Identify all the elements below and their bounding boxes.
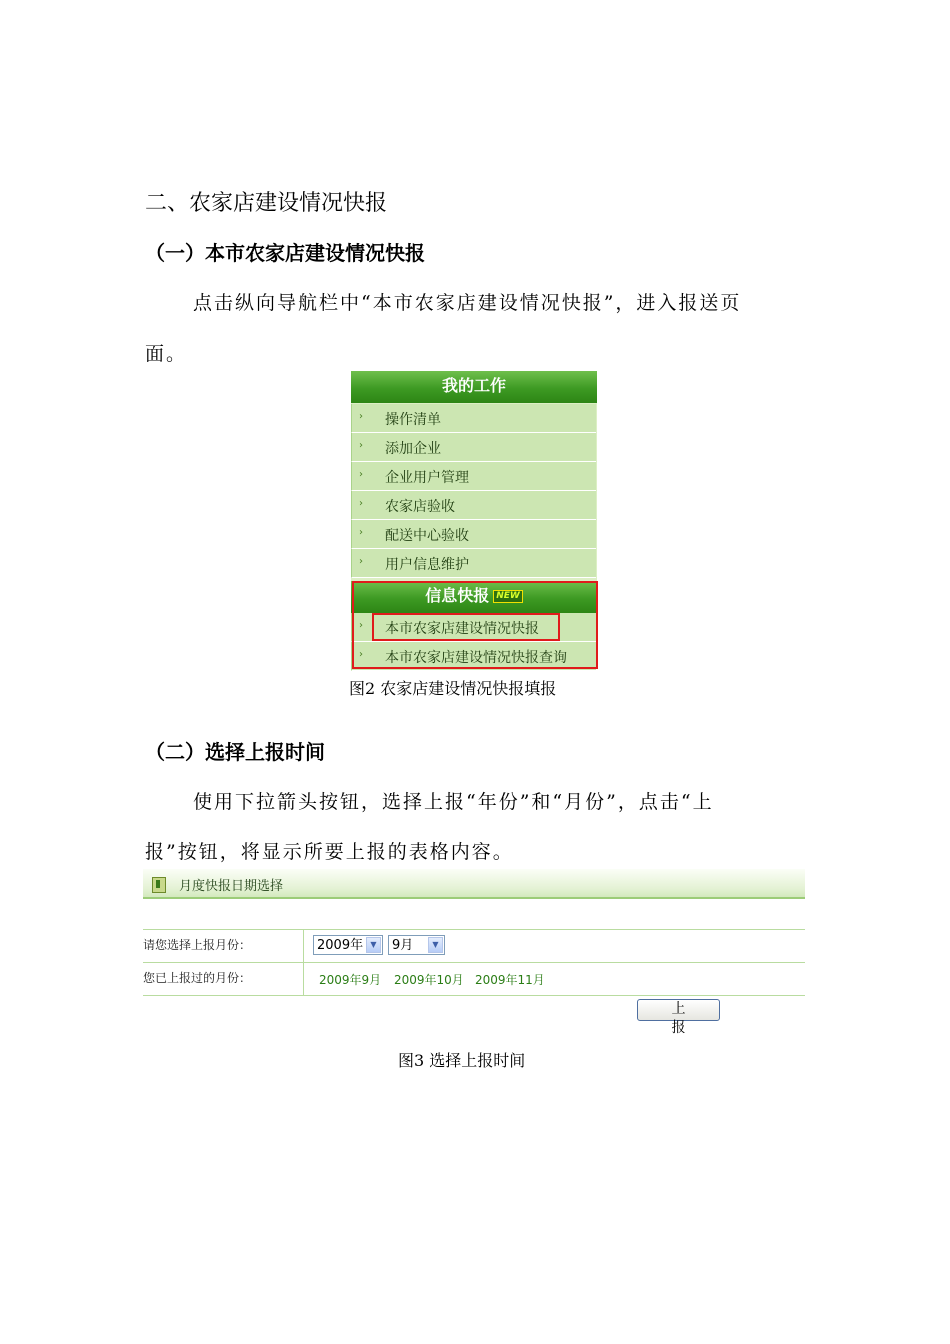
- reported-month-link[interactable]: 2009年9月: [319, 973, 382, 987]
- subsection-title-1: （一）本市农家店建设情况快报: [145, 241, 425, 265]
- menu-item-store-acceptance[interactable]: [351, 491, 596, 520]
- report-icon: [152, 877, 166, 893]
- paragraph-2-line-2: 报”按钮，将显示所要上报的表格内容。: [145, 841, 514, 863]
- chevron-right-icon: ›: [359, 556, 363, 567]
- chevron-right-icon: ›: [359, 440, 363, 451]
- menu-item-user-info-maintenance[interactable]: [351, 549, 596, 578]
- menu-item-label: 配送中心验收: [385, 528, 469, 544]
- select-month-row: [143, 929, 805, 962]
- reported-months-label: 您已上报过的月份：: [143, 963, 304, 995]
- reported-months-row: [143, 962, 805, 996]
- section-title: 二、农家店建设情况快报: [145, 191, 388, 216]
- menu-item-label: 添加企业: [385, 441, 441, 457]
- month-select-value: 9月: [392, 938, 414, 953]
- menu-item-label: 操作清单: [385, 412, 441, 428]
- select-month-label: 请您选择上报月份：: [143, 930, 304, 962]
- new-badge: NEW: [493, 590, 523, 603]
- paragraph-1-line-1: 点击纵向导航栏中“本市农家店建设情况快报”，进入报送页: [193, 292, 742, 314]
- menu-header-my-work: 我的工作: [351, 371, 597, 403]
- chevron-right-icon: ›: [359, 649, 363, 660]
- menu-item-add-enterprise[interactable]: [351, 433, 596, 462]
- month-select[interactable]: [388, 935, 445, 955]
- menu-item-label: 本市农家店建设情况快报: [385, 621, 539, 637]
- reported-month-link[interactable]: 2009年11月: [475, 973, 545, 987]
- chevron-right-icon: ›: [359, 527, 363, 538]
- chevron-right-icon: ›: [359, 469, 363, 480]
- figure-caption-2: 图2 农家店建设情况快报填报: [349, 679, 557, 698]
- paragraph-2-line-1: 使用下拉箭头按钮，选择上报“年份”和“月份”，点击“上: [193, 791, 714, 813]
- year-select-value: 2009年: [317, 938, 364, 953]
- chevron-right-icon: ›: [359, 411, 363, 422]
- menu-item-distribution-center-acceptance[interactable]: [351, 520, 596, 549]
- menu-item-label: 企业用户管理: [385, 470, 469, 486]
- chevron-right-icon: ›: [359, 620, 363, 631]
- chevron-right-icon: ›: [359, 498, 363, 509]
- menu-item-label: 用户信息维护: [385, 557, 469, 573]
- report-date-form: [143, 869, 805, 1036]
- menu-item-operation-list[interactable]: [351, 404, 596, 433]
- subsection-title-2: （二）选择上报时间: [145, 740, 325, 764]
- year-select[interactable]: [313, 935, 383, 955]
- paragraph-1-line-2: 面。: [145, 343, 188, 365]
- menu-header-label: 信息快报: [425, 586, 490, 605]
- chevron-down-icon[interactable]: ▼: [428, 937, 443, 953]
- menu-item-label: 农家店验收: [385, 499, 455, 515]
- form-title: 月度快报日期选择: [179, 879, 284, 894]
- submit-report-button[interactable]: 上报: [637, 999, 720, 1021]
- menu-item-label: 本市农家店建设情况快报查询: [385, 650, 567, 666]
- chevron-down-icon[interactable]: ▼: [366, 937, 381, 953]
- reported-month-link[interactable]: 2009年10月: [394, 973, 464, 987]
- figure-caption-3: 图3 选择上报时间: [398, 1051, 526, 1070]
- highlight-frame-inner: [372, 613, 560, 641]
- sidebar-menu: [351, 371, 597, 669]
- form-title-bar: [143, 869, 805, 899]
- menu-item-enterprise-user-management[interactable]: [351, 462, 596, 491]
